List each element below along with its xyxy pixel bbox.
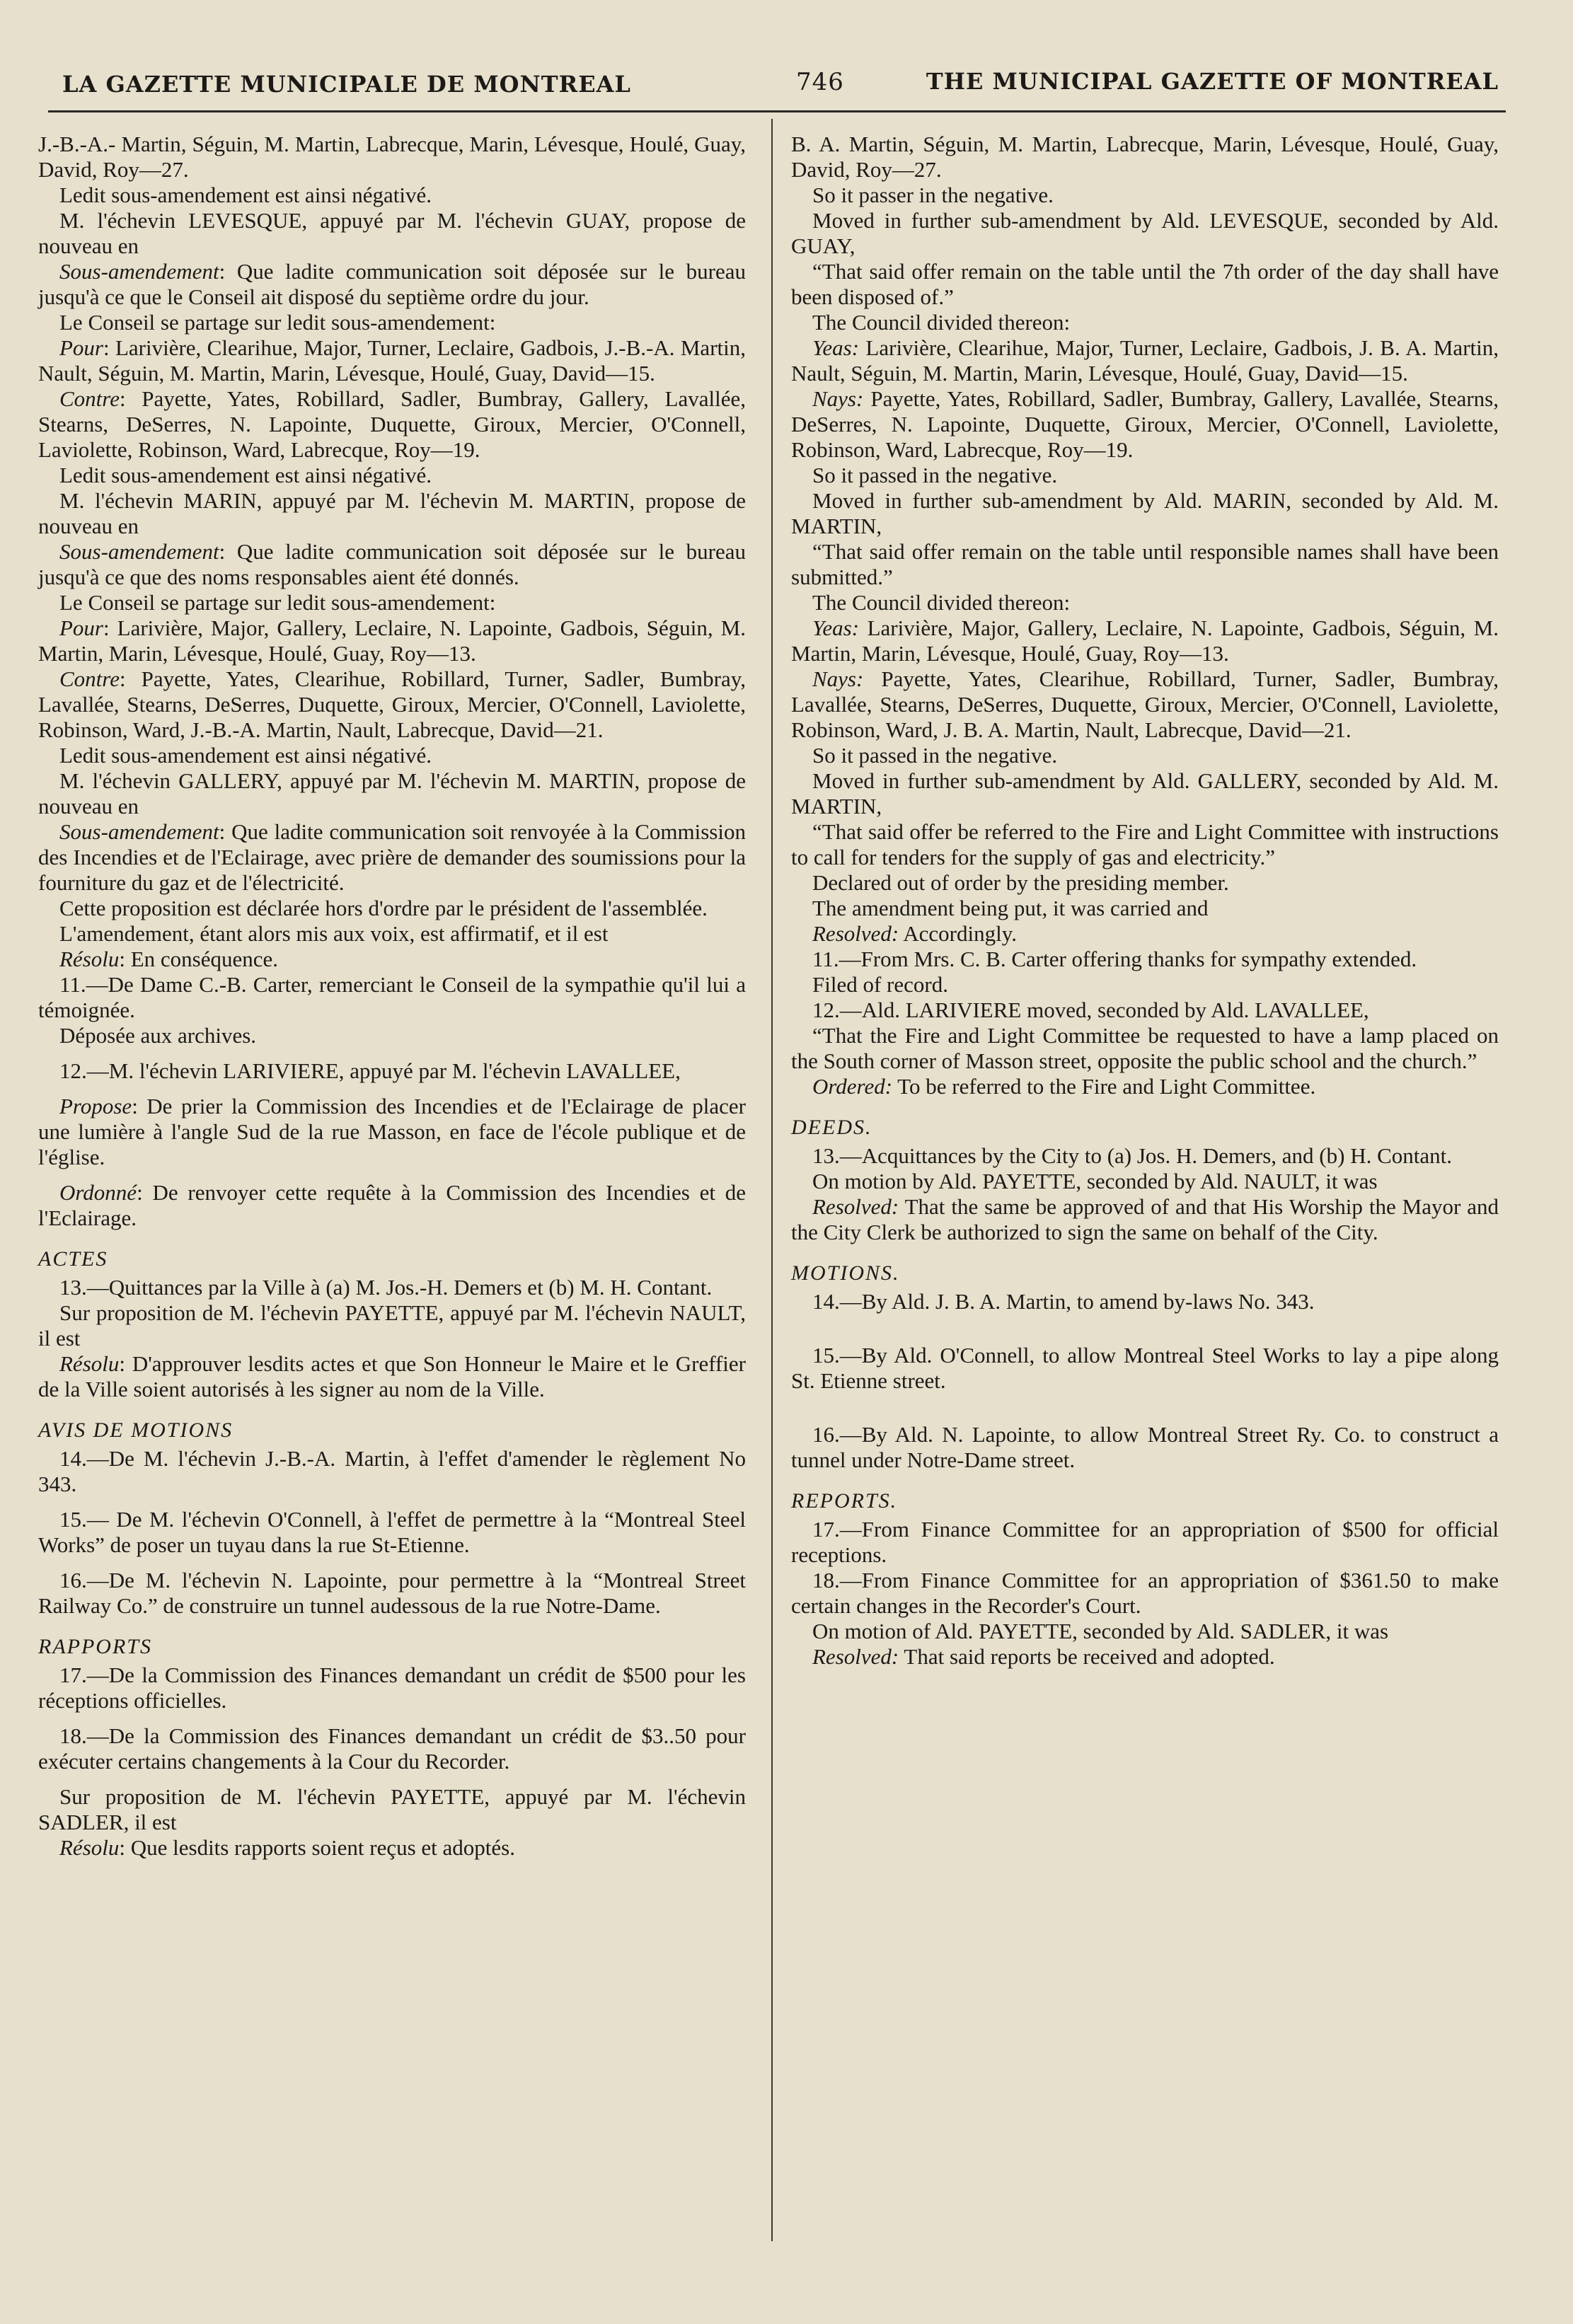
paragraph bbox=[791, 998, 1499, 1023]
paragraph bbox=[38, 463, 746, 488]
paragraph-label: Propose bbox=[59, 1094, 132, 1118]
page-number: 746 bbox=[796, 68, 844, 96]
english-column bbox=[791, 132, 1499, 1670]
section-heading: DEEDS. bbox=[791, 1116, 872, 1139]
paragraph-text: Le Conseil se partage sur ledit sous-amendement: bbox=[59, 590, 496, 615]
paragraph bbox=[38, 921, 746, 947]
paragraph-text: : Que ladite communication soit renvoyée à la Commission des Incendies et de l'Eclairage, avec prière de demander des soumissions pour la fourniture du gaz et de l'électricité. bbox=[38, 819, 746, 895]
paragraph-text: 13.—Quittances par la Ville à (a) M. Jos.-H. Demers et (b) M. H. Contant. bbox=[59, 1275, 713, 1300]
paragraph-text: Moved in further sub-amendment by Ald. MARIN, seconded by Ald. M. MARTIN, bbox=[791, 488, 1499, 538]
paragraph-label: Sous-amendement bbox=[59, 259, 219, 284]
paragraph bbox=[791, 972, 1499, 998]
paragraph-text: 16.—De M. l'échevin N. Lapointe, pour permettre à la “Montreal Street Railway Co.” de construire un tunnel audessous de la rue Notre-Dame. bbox=[38, 1568, 746, 1618]
paragraph bbox=[791, 1143, 1499, 1169]
french-column bbox=[38, 132, 746, 1861]
paragraph bbox=[791, 1517, 1499, 1568]
paragraph-text: 14.—De M. l'échevin J.-B.-A. Martin, à l'effet d'amender le règlement No 343. bbox=[38, 1446, 746, 1496]
paragraph-text: Ledit sous-amendement est ainsi négativé. bbox=[59, 463, 432, 487]
paragraph-text: 14.—By Ald. J. B. A. Martin, to amend by-laws No. 343. bbox=[812, 1289, 1315, 1314]
paragraph bbox=[791, 1023, 1499, 1074]
paragraph bbox=[791, 615, 1499, 666]
paragraph bbox=[791, 1619, 1499, 1644]
paragraph bbox=[791, 183, 1499, 208]
paragraph bbox=[38, 1300, 746, 1351]
paragraph-text: Accordingly. bbox=[899, 921, 1017, 946]
paragraph-text: The Council divided thereon: bbox=[812, 590, 1071, 615]
paragraph-text: Sur proposition de M. l'échevin PAYETTE, appuyé par M. l'échevin SADLER, il est bbox=[38, 1784, 746, 1834]
paragraph-text: Le Conseil se partage sur ledit sous-amendement: bbox=[59, 310, 496, 335]
paragraph-label: Nays: bbox=[812, 386, 864, 411]
paragraph-text: : En conséquence. bbox=[119, 947, 279, 971]
paragraph bbox=[38, 1835, 746, 1861]
paragraph bbox=[38, 666, 746, 743]
paragraph bbox=[38, 208, 746, 259]
paragraph-text: : D'approuver lesdits actes et que Son Honneur le Maire et le Greffier de la Ville soient autorisés à les signer au nom de la Ville. bbox=[38, 1351, 746, 1401]
paragraph bbox=[791, 921, 1499, 947]
paragraph-text: “That said offer be referred to the Fire and Light Committee with instructions to call for tenders for the supply of gas and electricity.” bbox=[791, 819, 1499, 869]
paragraph bbox=[38, 259, 746, 310]
paragraph-label: Nays: bbox=[812, 666, 864, 691]
paragraph-text: 15.—By Ald. O'Connell, to allow Montreal Steel Works to lay a pipe along St. Etienne street. bbox=[791, 1343, 1499, 1393]
paragraph bbox=[38, 743, 746, 768]
paragraph-text: M. l'échevin LEVESQUE, appuyé par M. l'échevin GUAY, propose de nouveau en bbox=[38, 208, 746, 258]
paragraph bbox=[38, 590, 746, 615]
paragraph bbox=[38, 768, 746, 819]
paragraph bbox=[791, 488, 1499, 539]
paragraph-text: That said reports be received and adopted. bbox=[899, 1644, 1275, 1669]
paragraph bbox=[791, 743, 1499, 768]
paragraph bbox=[791, 1422, 1499, 1473]
paragraph bbox=[38, 310, 746, 335]
paragraph bbox=[38, 1507, 746, 1558]
paragraph-text: Filed of record. bbox=[812, 972, 948, 997]
paragraph-label: Resolved: bbox=[812, 921, 899, 946]
paragraph-text: Declared out of order by the presiding member. bbox=[812, 870, 1229, 895]
section-heading: MOTIONS. bbox=[791, 1261, 900, 1285]
paragraph-text: So it passer in the negative. bbox=[812, 183, 1054, 207]
paragraph-label: Ordered: bbox=[812, 1074, 893, 1099]
paragraph-text: That the same be approved of and that His Worship the Mayor and the City Clerk be authorized to sign the same on behalf of the City. bbox=[791, 1194, 1499, 1244]
paragraph-label: Yeas: bbox=[812, 335, 860, 360]
paragraph-text: “That the Fire and Light Committee be requested to have a lamp placed on the South corner of Masson street, opposite the public school and the church.” bbox=[791, 1023, 1499, 1073]
paragraph bbox=[791, 132, 1499, 183]
paragraph-text: “That said offer remain on the table until responsible names shall have been submitted.” bbox=[791, 539, 1499, 589]
paragraph bbox=[38, 335, 746, 386]
paragraph-label: Resolved: bbox=[812, 1644, 899, 1669]
paragraph-text: : Payette, Yates, Clearihue, Robillard, Turner, Sadler, Bumbray, Lavallée, Stearns, DeSerres, Duquette, Giroux, Mercier, O'Connell, Laviolette, Robinson, Ward, J.-B.-A. Martin, Nault, Labrecque, David—21. bbox=[38, 666, 746, 742]
paragraph bbox=[38, 615, 746, 666]
paragraph bbox=[791, 896, 1499, 921]
paragraph bbox=[791, 386, 1499, 463]
paragraph-text: M. l'échevin GALLERY, appuyé par M. l'échevin M. MARTIN, propose de nouveau en bbox=[38, 768, 746, 819]
paragraph bbox=[791, 259, 1499, 310]
column-divider bbox=[771, 119, 773, 2241]
paragraph-text: To be referred to the Fire and Light Committee. bbox=[892, 1074, 1316, 1099]
paragraph bbox=[791, 1644, 1499, 1670]
paragraph bbox=[38, 1023, 746, 1048]
paragraph bbox=[791, 768, 1499, 819]
section-heading: ACTES bbox=[38, 1247, 108, 1271]
paragraph bbox=[791, 208, 1499, 259]
page-header bbox=[48, 65, 1506, 108]
paragraph-text: : Que lesdits rapports soient reçus et adoptés. bbox=[119, 1835, 515, 1860]
paragraph bbox=[791, 1194, 1499, 1245]
paragraph bbox=[38, 132, 746, 183]
paragraph-text: On motion by Ald. PAYETTE, seconded by Ald. NAULT, it was bbox=[812, 1169, 1378, 1193]
paragraph bbox=[791, 590, 1499, 615]
paragraph-label: Yeas: bbox=[812, 615, 860, 640]
paragraph bbox=[791, 310, 1499, 335]
paragraph bbox=[38, 1784, 746, 1835]
paragraph bbox=[38, 1275, 746, 1300]
paragraph-text: Moved in further sub-amendment by Ald. GALLERY, seconded by Ald. M. MARTIN, bbox=[791, 768, 1499, 819]
paragraph bbox=[791, 463, 1499, 488]
paragraph bbox=[38, 183, 746, 208]
paragraph-text: Larivière, Major, Gallery, Leclaire, N. Lapointe, Gadbois, Séguin, M. Martin, Marin, Lévesque, Houlé, Guay, Roy—13. bbox=[791, 615, 1499, 666]
paragraph-label: Sous-amendement bbox=[59, 819, 219, 844]
paragraph-text: 16.—By Ald. N. Lapointe, to allow Montreal Street Ry. Co. to construct a tunnel under Notre-Dame street. bbox=[791, 1422, 1499, 1472]
paragraph-text: Larivière, Clearihue, Major, Turner, Leclaire, Gadbois, J. B. A. Martin, Nault, Séguin, M. Martin, Marin, Lévesque, Houlé, Guay, David—15. bbox=[791, 335, 1499, 386]
paragraph-text: So it passed in the negative. bbox=[812, 463, 1058, 487]
paragraph-text: J.-B.-A.- Martin, Séguin, M. Martin, Labrecque, Marin, Lévesque, Houlé, Guay, David, Roy—27. bbox=[38, 132, 746, 182]
paragraph-text: Payette, Yates, Robillard, Sadler, Bumbray, Gallery, Lavallée, Stearns, DeSerres, N. Lapointe, Duquette, Giroux, Mercier, O'Connell, Laviolette, Robinson, Ward, Labrecque, Roy—19. bbox=[791, 386, 1499, 462]
paragraph bbox=[791, 1343, 1499, 1394]
paragraph bbox=[38, 1094, 746, 1170]
header-title-french: LA GAZETTE MUNICIPALE DE MONTREAL bbox=[62, 71, 631, 98]
paragraph bbox=[38, 488, 746, 539]
section-heading: RAPPORTS bbox=[38, 1635, 152, 1658]
section-heading: AVIS DE MOTIONS bbox=[38, 1418, 234, 1442]
paragraph-text: : Que ladite communication soit déposée sur le bureau jusqu'à ce que le Conseil ait disposé du septième ordre du jour. bbox=[38, 259, 746, 309]
header-rule bbox=[48, 110, 1506, 112]
paragraph bbox=[791, 1169, 1499, 1194]
paragraph bbox=[38, 1723, 746, 1774]
paragraph bbox=[38, 386, 746, 463]
paragraph bbox=[791, 870, 1499, 896]
paragraph bbox=[38, 1568, 746, 1619]
paragraph-text: : Larivière, Major, Gallery, Leclaire, N. Lapointe, Gadbois, Séguin, M. Martin, Marin, Lévesque, Houlé, Guay, Roy—13. bbox=[38, 615, 746, 666]
paragraph bbox=[791, 1568, 1499, 1619]
paragraph-text: Payette, Yates, Clearihue, Robillard, Turner, Sadler, Bumbray, Lavallée, Stearns, DeSerres, Duquette, Giroux, Mercier, O'Connell, Laviolette, Robinson, Ward, J. B. A. Martin, Nault, Labrecque, David—21. bbox=[791, 666, 1499, 742]
paragraph-text: 18.—De la Commission des Finances demandant un crédit de $3..50 pour exécuter certains changements à la Cour du Recorder. bbox=[38, 1723, 746, 1774]
section-heading: REPORTS. bbox=[791, 1489, 898, 1513]
paragraph-text: 15.— De M. l'échevin O'Connell, à l'effet de permettre à la “Montreal Steel Works” de poser un tuyau dans la rue St-Etienne. bbox=[38, 1507, 746, 1557]
paragraph-text: 11.—From Mrs. C. B. Carter offering thanks for sympathy extended. bbox=[812, 947, 1417, 971]
header-title-english: THE MUNICIPAL GAZETTE OF MONTREAL bbox=[926, 68, 1499, 95]
paragraph-text: Moved in further sub-amendment by Ald. LEVESQUE, seconded by Ald. GUAY, bbox=[791, 208, 1499, 258]
paragraph-text: On motion of Ald. PAYETTE, seconded by Ald. SADLER, it was bbox=[812, 1619, 1389, 1643]
paragraph bbox=[38, 1180, 746, 1231]
paragraph-text: : Payette, Yates, Robillard, Sadler, Bumbray, Gallery, Lavallée, Stearns, DeSerres, N. Lapointe, Duquette, Giroux, Mercier, O'Connell, Laviolette, Robinson, Ward, Labrecque, Roy—19. bbox=[38, 386, 746, 462]
paragraph bbox=[38, 539, 746, 590]
paragraph-text: 12.—Ald. LARIVIERE moved, seconded by Ald. LAVALLEE, bbox=[812, 998, 1369, 1022]
paragraph-text: Ledit sous-amendement est ainsi négativé. bbox=[59, 743, 432, 768]
paragraph-text: The Council divided thereon: bbox=[812, 310, 1071, 335]
paragraph-text: 13.—Acquittances by the City to (a) Jos. H. Demers, and (b) H. Contant. bbox=[812, 1143, 1452, 1168]
paragraph-label: Sous-amendement bbox=[59, 539, 219, 564]
paragraph-label: Ordonné bbox=[59, 1180, 137, 1205]
paragraph-label: Pour bbox=[59, 335, 103, 360]
paragraph-label: Résolu bbox=[59, 947, 120, 971]
paragraph bbox=[38, 1058, 746, 1084]
paragraph bbox=[791, 1074, 1499, 1099]
paragraph-text: Cette proposition est déclarée hors d'ordre par le président de l'assemblée. bbox=[59, 896, 708, 920]
paragraph-text: : De prier la Commission des Incendies et de l'Eclairage de placer une lumière à l'angle Sud de la rue Masson, en face de l'école publique et de l'église. bbox=[38, 1094, 746, 1169]
paragraph-label: Pour bbox=[59, 615, 103, 640]
paragraph-label: Contre bbox=[59, 666, 120, 691]
paragraph-label: Résolu bbox=[59, 1351, 120, 1376]
paragraph-text: : De renvoyer cette requête à la Commission des Incendies et de l'Eclairage. bbox=[38, 1180, 746, 1230]
paragraph-text: 17.—De la Commission des Finances demandant un crédit de $500 pour les réceptions officielles. bbox=[38, 1663, 746, 1713]
paragraph-text: 11.—De Dame C.-B. Carter, remerciant le Conseil de la sympathie qu'il lui a témoignée. bbox=[38, 972, 746, 1022]
paragraph-text: Sur proposition de M. l'échevin PAYETTE, appuyé par M. l'échevin NAULT, il est bbox=[38, 1300, 746, 1351]
paragraph bbox=[38, 1351, 746, 1402]
paragraph bbox=[791, 1289, 1499, 1314]
paragraph-text: : Que ladite communication soit déposée sur le bureau jusqu'à ce que des noms responsables aient été donnés. bbox=[38, 539, 746, 589]
paragraph-text: B. A. Martin, Séguin, M. Martin, Labrecque, Marin, Lévesque, Houlé, Guay, David, Roy—27. bbox=[791, 132, 1499, 182]
paragraph-text: 12.—M. l'échevin LARIVIERE, appuyé par M. l'échevin LAVALLEE, bbox=[59, 1058, 681, 1083]
paragraph bbox=[38, 1663, 746, 1713]
paragraph-text: Ledit sous-amendement est ainsi négativé. bbox=[59, 183, 432, 207]
paragraph-text: : Larivière, Clearihue, Major, Turner, Leclaire, Gadbois, J.-B.-A. Martin, Nault, Séguin, M. Martin, Marin, Lévesque, Houlé, Guay, David—15. bbox=[38, 335, 746, 386]
paragraph-text: 17.—From Finance Committee for an appropriation of $500 for official receptions. bbox=[791, 1517, 1499, 1567]
paragraph-text: “That said offer remain on the table until the 7th order of the day shall have been disposed of.” bbox=[791, 259, 1499, 309]
paragraph-text: Déposée aux archives. bbox=[59, 1023, 257, 1048]
paragraph-text: 18.—From Finance Committee for an appropriation of $361.50 to make certain changes in the Recorder's Court. bbox=[791, 1568, 1499, 1618]
paragraph-text: M. l'échevin MARIN, appuyé par M. l'échevin M. MARTIN, propose de nouveau en bbox=[38, 488, 746, 538]
paragraph bbox=[38, 1446, 746, 1497]
paragraph bbox=[38, 819, 746, 896]
paragraph-text: The amendment being put, it was carried and bbox=[812, 896, 1209, 920]
paragraph-label: Résolu bbox=[59, 1835, 120, 1860]
paragraph bbox=[791, 819, 1499, 870]
paragraph bbox=[791, 335, 1499, 386]
paragraph bbox=[791, 539, 1499, 590]
paragraph-label: Contre bbox=[59, 386, 120, 411]
paragraph-text: So it passed in the negative. bbox=[812, 743, 1058, 768]
paragraph-text: L'amendement, étant alors mis aux voix, est affirmatif, et il est bbox=[59, 921, 609, 946]
paragraph bbox=[791, 666, 1499, 743]
paragraph bbox=[38, 972, 746, 1023]
paragraph bbox=[791, 947, 1499, 972]
paragraph bbox=[38, 947, 746, 972]
paragraph-label: Resolved: bbox=[812, 1194, 899, 1219]
paragraph bbox=[38, 896, 746, 921]
